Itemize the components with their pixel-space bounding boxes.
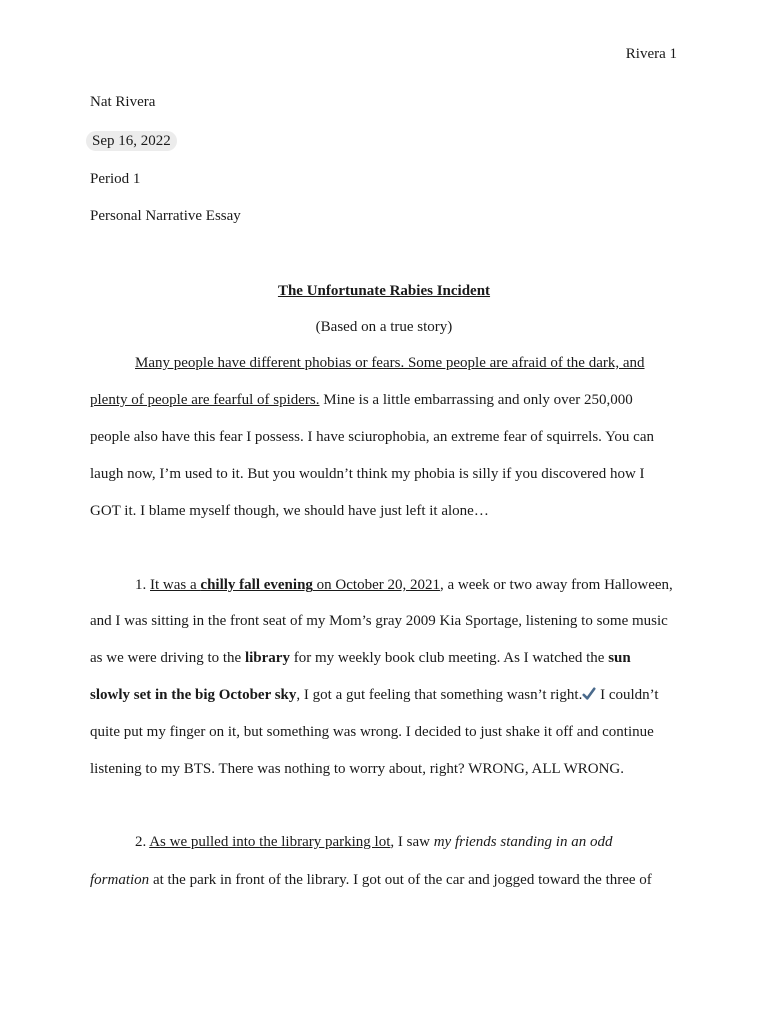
assignment-line: Personal Narrative Essay <box>90 208 241 224</box>
p2-c: , I saw <box>390 834 434 850</box>
p1-l3-b: library <box>244 650 290 666</box>
p1-line-6: listening to my BTS. There was nothing to worry about, right? WRONG, ALL WRONG. <box>90 761 624 777</box>
intro-line-4: laugh now, I’m used to it. But you wouldn’t think my phobia is silly if you discovered how I <box>90 466 645 482</box>
p1-l4-d: I couldn’t <box>596 687 659 703</box>
essay-title: The Unfortunate Rabies Incident <box>277 283 491 299</box>
p1-line-2: and I was sitting in the front seat of my Mom’s gray 2009 Kia Sportage, listening to some music <box>90 613 668 629</box>
intro-line-2 <box>90 390 633 410</box>
check-mark-icon <box>582 687 596 701</box>
p1-l4-b: slowly set in the big October sky <box>90 687 297 703</box>
intro-line-2-rest: Mine is a little embarrassing and only over 250,000 <box>319 392 633 408</box>
date-line <box>90 131 177 151</box>
p2-l2-i: formation <box>90 872 150 888</box>
intro-line-3: people also have this fear I possess. I have sciurophobia, an extreme fear of squirrels. You can <box>90 429 654 445</box>
period-line: Period 1 <box>90 171 141 187</box>
p1-bu: chilly fall evening <box>200 577 313 593</box>
p2-number: 2. <box>135 834 150 850</box>
intro-line-5: GOT it. I blame myself though, we should have just left it alone… <box>90 503 489 519</box>
p1-line-1 <box>135 575 673 595</box>
intro-line-1 <box>135 353 645 373</box>
p1-u-a: It was a <box>150 577 201 593</box>
p1-rest: , a week or two away from Halloween, <box>439 577 673 593</box>
essay-subtitle: (Based on a true story) <box>315 319 453 335</box>
p1-line-4 <box>90 685 659 705</box>
p1-line-3 <box>90 648 631 668</box>
p1-number: 1. <box>135 577 150 593</box>
p1-l3-d: sun <box>608 650 631 666</box>
intro-line-2-underlined: plenty of people are fearful of spiders. <box>90 392 320 408</box>
student-name: Nat Rivera <box>90 94 156 110</box>
p1-u-b: on October 20, 2021 <box>312 577 440 593</box>
p2-l2-rest: at the park in front of the library. I got out of the car and jogged toward the three of <box>149 872 652 888</box>
p2-u: As we pulled into the library parking lot <box>149 834 391 850</box>
p1-line-5: quite put my finger on it, but something was wrong. I decided to just shake it off and continue <box>90 724 654 740</box>
p1-l4-c: , I got a gut feeling that something wasn’t right. <box>296 687 583 703</box>
date-chip[interactable]: Sep 16, 2022 <box>86 131 177 151</box>
p1-l3-a: as we were driving to the <box>90 650 245 666</box>
intro-line-1-text: Many people have different phobias or fears. Some people are afraid of the dark, and <box>135 355 645 371</box>
p1-l3-c: for my weekly book club meeting. As I watched the <box>289 650 609 666</box>
p2-line-1 <box>135 832 612 852</box>
page-header-number: Rivera 1 <box>625 46 677 62</box>
p2-line-2 <box>90 870 652 890</box>
p2-i: my friends standing in an odd <box>433 834 613 850</box>
